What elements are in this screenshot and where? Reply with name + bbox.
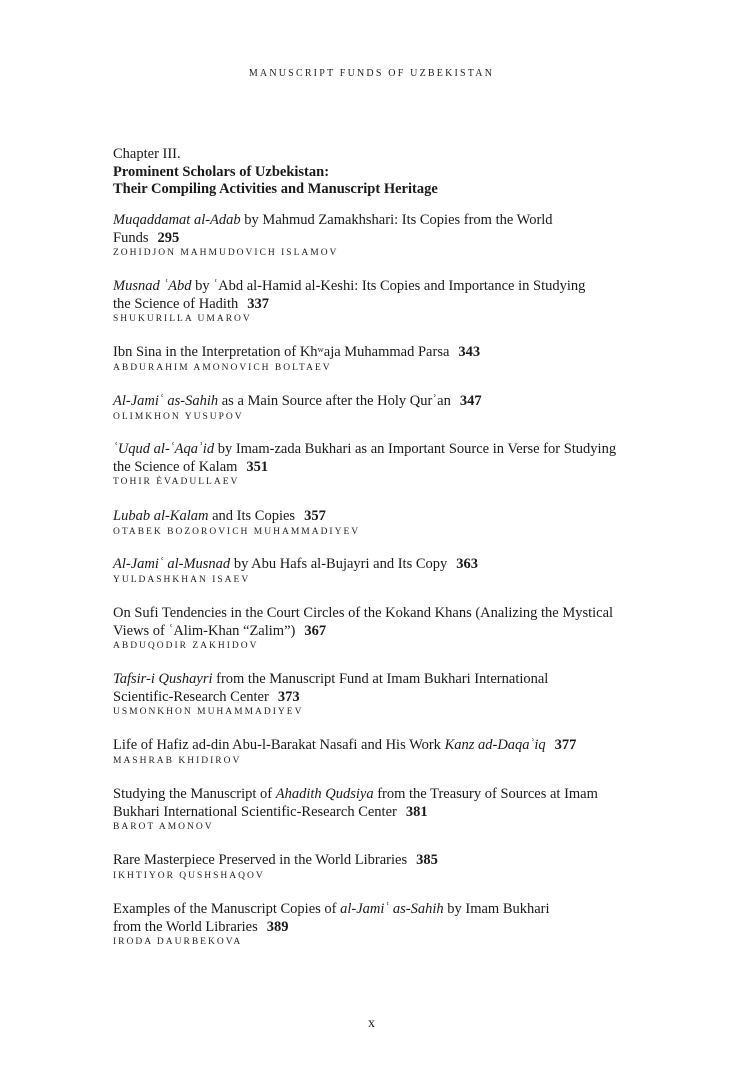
entry-title (113, 671, 653, 706)
entry-title-italic: Lubab al-Kalam (113, 508, 209, 524)
entry-title-line-1 (113, 344, 653, 362)
entry-title-text: from the World Libraries (113, 918, 258, 935)
toc-entry[interactable] (113, 605, 653, 651)
entry-title (113, 786, 653, 821)
entry-title-text: by Imam Bukhari (443, 901, 550, 917)
entry-title-text: by ʿAbd al-Hamid al-Keshi: Its Copies and Importance in Studying (191, 278, 586, 294)
page-number: 363 (456, 556, 479, 572)
entry-title-italic: Muqaddamat al-Adab (113, 212, 241, 228)
entry-title-italic: Al-Jamiʿ al-Musnad (113, 556, 231, 572)
entry-title-text: Funds (113, 229, 149, 246)
toc-entry[interactable] (113, 393, 653, 422)
entry-author: YULDASHKHAN ISAEV (113, 574, 251, 585)
entry-title-line-1 (113, 393, 653, 411)
toc-entry[interactable] (113, 901, 653, 947)
entry-title-line-1 (113, 556, 653, 574)
page-number: 295 (157, 229, 180, 246)
entry-title-text: Life of Hafiz ad-din Abu-l-Barakat Nasafi and His Work (113, 737, 445, 753)
entry-title-italic: al-Jamiʿ as-Sahih (340, 901, 444, 917)
entry-title-text: the Science of Hadith (113, 295, 239, 312)
entry-author: BAROT AMONOV (113, 822, 214, 832)
entry-author: IKHTIYOR QUSHSHAQOV (113, 870, 265, 881)
toc-entry[interactable] (113, 508, 653, 537)
entry-title-italic: Musnad ʿAbd (113, 278, 192, 294)
entry-title-line-1 (113, 737, 653, 755)
entry-title (113, 556, 653, 574)
running-head: MANUSCRIPT FUNDS OF UZBEKISTAN (248, 68, 495, 79)
toc-entry[interactable] (113, 852, 653, 881)
entry-title-line-2 (113, 296, 653, 314)
chapter-number: Chapter III. (113, 146, 181, 162)
entry-author: USMONKHON MUHAMMADIYEV (113, 707, 304, 717)
page-number: 389 (266, 918, 289, 935)
entry-title-text: from the Treasury of Sources at Imam (373, 786, 598, 802)
chapter-title-line-1: Prominent Scholars of Uzbekistan: (113, 163, 330, 180)
entry-title (113, 212, 653, 247)
entry-title-line-2 (113, 623, 653, 641)
toc-entry[interactable] (113, 556, 653, 585)
entry-title-line-2 (113, 919, 653, 937)
page-number: 373 (277, 688, 300, 705)
entry-author: IRODA DAURBEKOVA (113, 937, 243, 947)
toc-entry[interactable] (113, 441, 653, 487)
entry-title-text: Examples of the Manuscript Copies of (113, 901, 341, 917)
entry-title (113, 344, 653, 362)
entry-title (113, 508, 653, 526)
entry-title-line-2 (113, 689, 653, 707)
entry-title-italic: Tafsir-i Qushayri (113, 671, 213, 687)
page-number: 367 (304, 622, 327, 639)
chapter-heading (113, 146, 653, 199)
entry-title-text: by Imam-zada Bukhari as an Important Source in Verse for Studying (214, 441, 617, 457)
page-number: 357 (304, 508, 326, 524)
entry-title-text: and Its Copies (208, 508, 296, 524)
entry-title (113, 852, 653, 870)
entry-title (113, 441, 653, 476)
entry-title (113, 901, 653, 936)
chapter-title-line-2: Their Compiling Activities and Manuscript Heritage (113, 181, 438, 197)
entry-title (113, 737, 653, 755)
entry-title-text: by Mahmud Zamakhshari: Its Copies from the World (240, 212, 553, 228)
entry-title-line-2 (113, 459, 653, 477)
entry-title-text: from the Manuscript Fund at Imam Bukhari International (212, 671, 549, 687)
entry-author: SHUKURILLA UMAROV (113, 314, 252, 324)
toc-entry[interactable] (113, 212, 653, 258)
entry-author: MASHRAB KHIDIROV (113, 755, 242, 766)
page-number: 377 (554, 737, 577, 753)
page-number: 337 (247, 295, 269, 312)
entry-title-text: Scientific-Research Center (113, 688, 269, 705)
entry-title (113, 605, 653, 640)
entry-title-italic: Ahadith Qudsiya (275, 786, 374, 802)
entry-title-italic: ʿUqud al-ʿAqaʾid (113, 441, 215, 457)
entry-author: ABDURAHIM AMONOVICH BOLTAEV (113, 362, 332, 373)
entry-title-text: Studying the Manuscript of (113, 786, 276, 802)
entry-title-line-2 (113, 230, 653, 248)
entry-title-text: On Sufi Tendencies in the Court Circles of the Kokand Khans (Analizing the Mystical (113, 605, 614, 621)
page-number: 347 (459, 393, 482, 409)
toc-entry[interactable] (113, 737, 653, 766)
entry-title-text: the Science of Kalam (113, 458, 238, 475)
entry-title-line-1 (113, 671, 653, 689)
entry-title-line-1 (113, 212, 653, 230)
entry-author: OLIMKHON YUSUPOV (113, 411, 244, 422)
entry-title-text: as a Main Source after the Holy Qurʾan (218, 393, 451, 409)
entry-title-italic: Kanz ad-Daqaʾiq (444, 737, 546, 753)
entry-author: TOHIR ÈVADULLAEV (113, 477, 240, 487)
page-number: 343 (458, 344, 481, 360)
entry-title-text: Bukhari International Scientific-Research Center (113, 803, 397, 820)
toc-entry[interactable] (113, 671, 653, 717)
toc-entry[interactable] (113, 786, 653, 832)
toc-entry[interactable] (113, 278, 653, 324)
entry-author: OTABEK BOZOROVICH MUHAMMADIYEV (113, 526, 361, 537)
entry-title (113, 278, 653, 313)
page-number: 381 (405, 803, 428, 820)
entry-title-text: Rare Masterpiece Preserved in the World Libraries (113, 852, 408, 868)
page-number: 385 (416, 852, 438, 868)
entry-title-line-2 (113, 804, 653, 822)
page-number: 351 (246, 458, 269, 475)
entry-title-text: by Abu Hafs al-Bujayri and Its Copy (230, 556, 448, 572)
entry-title (113, 393, 653, 411)
entry-title-line-1 (113, 508, 653, 526)
entry-title-line-1 (113, 786, 653, 804)
entry-title-italic: Al-Jamiʿ as-Sahih (113, 393, 219, 409)
entry-author: ZOHIDJON MAHMUDOVICH ISLAMOV (113, 248, 339, 258)
entry-title-line-1 (113, 441, 653, 459)
page-folio: x (368, 1016, 375, 1031)
toc-entry[interactable] (113, 344, 653, 373)
entry-title-line-1 (113, 605, 653, 623)
entry-author: ABDUQODIR ZAKHIDOV (113, 641, 259, 651)
entry-title-text: Ibn Sina in the Interpretation of Khʷaja Muhammad Parsa (113, 344, 450, 360)
entry-title-line-1 (113, 852, 653, 870)
entry-title-line-1 (113, 901, 653, 919)
entry-title-text: Views of ʿAlim-Khan “Zalim”) (113, 622, 296, 639)
entry-title-line-1 (113, 278, 653, 296)
